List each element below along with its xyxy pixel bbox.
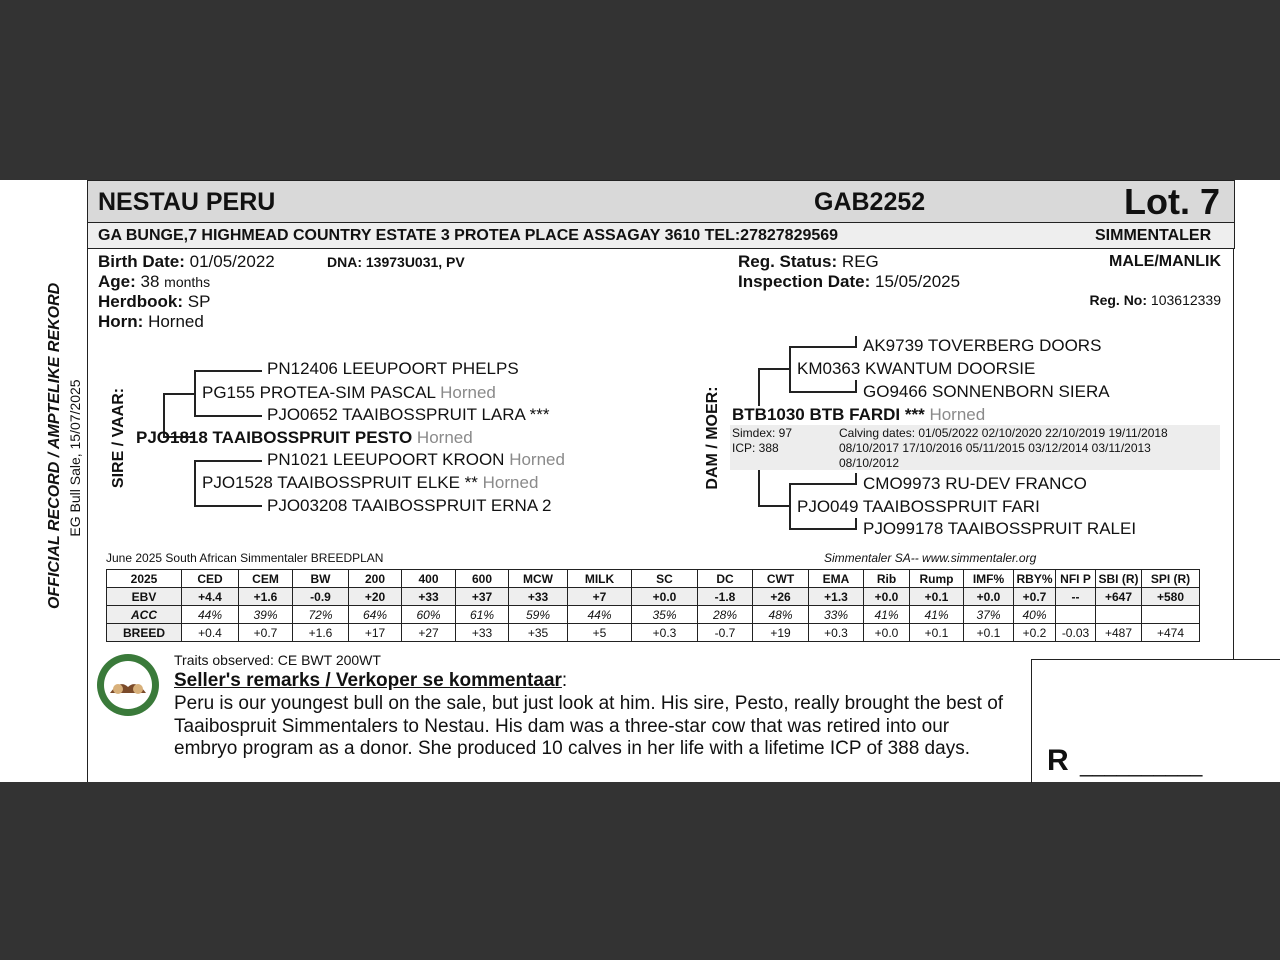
ebv-cell: 44%: [182, 606, 239, 624]
sire-dam-horn: Horned: [482, 473, 539, 492]
ebv-cell: 2025: [107, 570, 182, 588]
dna-info: DNA: 13973U031, PV: [327, 254, 465, 270]
sire-dam-sire: [267, 450, 565, 470]
ebv-cell: +0.1: [910, 588, 964, 606]
sale-label: EG Bull Sale, 15/07/2025: [67, 379, 83, 537]
ebv-cell: +7: [568, 588, 632, 606]
horn-value: Horned: [148, 312, 204, 331]
dam-sire-dam: GO9466 SONNENBORN SIERA: [863, 382, 1110, 401]
ebv-cell: 39%: [239, 606, 293, 624]
ebv-cell: +0.3: [809, 624, 864, 642]
ebv-cell: +26: [753, 588, 809, 606]
ebv-cell: +0.4: [182, 624, 239, 642]
horn-label: Horn:: [98, 312, 144, 331]
ebv-cell: +580: [1142, 588, 1200, 606]
calving-dates-1: Calving dates: 01/05/2022 02/10/2020 22/10/2019 19/11/2018: [839, 426, 1168, 440]
sire: [136, 428, 473, 448]
reg-no-label: Reg. No:: [1089, 292, 1148, 308]
official-record-label: OFFICIAL RECORD / AMPTELIKE REKORD: [46, 282, 63, 609]
ebv-cell: 59%: [509, 606, 568, 624]
dam-branch-line: [789, 483, 857, 485]
ebv-cell: -0.7: [698, 624, 753, 642]
dam-dam-dam: PJO99178 TAAIBOSSPRUIT RALEI: [863, 519, 1137, 538]
dam-branch-line: [855, 336, 857, 348]
ebv-cell: EMA: [809, 570, 864, 588]
lot-number: Lot. 7: [1124, 181, 1220, 222]
ebv-cell: [1056, 606, 1096, 624]
sire-dam: [202, 473, 538, 493]
dam-branch-line: [758, 368, 790, 370]
horn-status: [98, 312, 204, 332]
sire-branch-line: [194, 370, 196, 416]
dam-branch-line: [789, 528, 857, 530]
sire-horn: Horned: [416, 428, 473, 447]
ebv-cell: +0.7: [239, 624, 293, 642]
icp: ICP: 388: [732, 441, 779, 455]
ebv-cell: SPI (R): [1142, 570, 1200, 588]
lot-sheet: [0, 180, 1280, 782]
ebv-cell: 40%: [1014, 606, 1056, 624]
traits-observed: Traits observed: CE BWT 200WT: [174, 652, 381, 668]
ebv-cell: +5: [568, 624, 632, 642]
ebv-cell: +1.6: [239, 588, 293, 606]
ebv-cell: CEM: [239, 570, 293, 588]
accuracy-row: [107, 606, 1200, 624]
dam-branch-line: [789, 346, 791, 392]
animal-name: NESTAU PERU: [98, 188, 276, 216]
ebv-cell: -0.9: [293, 588, 349, 606]
ebv-row: [107, 588, 1200, 606]
dam-sire: KM0363 KWANTUM DOORSIE: [797, 359, 1036, 378]
sire-branch-line: [194, 415, 262, 417]
dam-label: DAM / MOER:: [704, 386, 721, 490]
ebv-cell: +4.4: [182, 588, 239, 606]
ebv-cell: +0.0: [632, 588, 698, 606]
dam-dam: PJO049 TAAIBOSSPRUIT FARI: [797, 497, 1040, 516]
ebv-cell: Rump: [910, 570, 964, 588]
sire-branch-line: [194, 460, 196, 506]
price-blank: __________: [1080, 752, 1203, 777]
reg-status-value: REG: [841, 252, 879, 271]
sire-dam-name: PJO1528 TAAIBOSSPRUIT ELKE **: [202, 473, 478, 492]
ebv-cell: 37%: [964, 606, 1014, 624]
inspection-label: Inspection Date:: [738, 272, 871, 291]
ebv-header-row: [107, 570, 1200, 588]
dam: [732, 405, 985, 425]
ebv-cell: +0.0: [964, 588, 1014, 606]
dam-branch-line: [789, 483, 791, 529]
animal-id: GAB2252: [814, 188, 926, 216]
ebv-cell: BREED: [107, 624, 182, 642]
herdbook: [98, 292, 210, 312]
ebv-cell: 41%: [864, 606, 910, 624]
ebv-cell: EBV: [107, 588, 182, 606]
birth-date-label: Birth Date:: [98, 252, 185, 271]
ebv-cell: IMF%: [964, 570, 1014, 588]
ebv-cell: +19: [753, 624, 809, 642]
ebv-cell: +37: [456, 588, 509, 606]
ebv-cell: +35: [509, 624, 568, 642]
sire-sire-sire: PN12406 LEEUPOORT PHELPS: [267, 359, 519, 378]
remarks-colon: :: [561, 670, 568, 691]
breed-average-row: [107, 624, 1200, 642]
sire-dam-dam: PJO03208 TAAIBOSSPRUIT ERNA 2: [267, 496, 552, 515]
sire-branch-line: [163, 393, 194, 395]
ebv-cell: 61%: [456, 606, 509, 624]
sex: MALE/MANLIK: [1109, 253, 1221, 270]
ebv-table: [106, 569, 1200, 642]
ebv-cell: +0.1: [964, 624, 1014, 642]
ebv-cell: +20: [349, 588, 402, 606]
age-unit: months: [164, 274, 211, 290]
birth-date: [98, 252, 275, 272]
sire-sire-dam: PJO0652 TAAIBOSSPRUIT LARA ***: [267, 405, 550, 424]
inspection-date: [738, 272, 960, 292]
ebv-cell: +0.2: [1014, 624, 1056, 642]
sire-name: PJO1818 TAAIBOSSPRUIT PESTO: [136, 428, 413, 447]
ebv-cell: --: [1056, 588, 1096, 606]
reg-status-label: Reg. Status:: [738, 252, 838, 271]
age-value: 38: [140, 272, 160, 291]
ebv-cell: +33: [456, 624, 509, 642]
dam-branch-line: [855, 473, 857, 485]
ebv-cell: +0.0: [864, 624, 910, 642]
remarks-line-3: embryo program as a donor. She produced 10 calves in her life with a lifetime ICP of 388 days.: [174, 738, 970, 759]
remarks-heading-text: Seller's remarks / Verkoper se kommentaar: [174, 670, 562, 691]
dam-sire-sire: AK9739 TOVERBERG DOORS: [863, 336, 1102, 355]
ebv-cell: NFI P: [1056, 570, 1096, 588]
sheet-left-border: [87, 180, 88, 782]
reg-status: [738, 252, 879, 272]
age-label: Age:: [98, 272, 136, 291]
ebv-cell: +487: [1096, 624, 1142, 642]
ebv-cell: 44%: [568, 606, 632, 624]
ebv-cell: +0.1: [910, 624, 964, 642]
breed-name: SIMMENTALER: [1095, 227, 1212, 244]
ebv-cell: CWT: [753, 570, 809, 588]
reg-number: [1089, 292, 1221, 308]
ebv-cell: 28%: [698, 606, 753, 624]
sire-dam-sire-name: PN1021 LEEUPOORT KROON: [267, 450, 505, 469]
ebv-cell: MILK: [568, 570, 632, 588]
sire-branch-line: [194, 460, 262, 462]
simmentaler-logo-icon: [96, 653, 160, 717]
ebv-cell: 64%: [349, 606, 402, 624]
ebv-cell: 33%: [809, 606, 864, 624]
remarks-line-2: Taaibospruit Simmentalers to Nestau. His dam was a three-star cow that was retired into our: [174, 716, 950, 737]
ebv-cell: +1.6: [293, 624, 349, 642]
ebv-cell: MCW: [509, 570, 568, 588]
dam-dam-sire: CMO9973 RU-DEV FRANCO: [863, 474, 1087, 493]
dam-name: BTB1030 BTB FARDI ***: [732, 405, 925, 424]
remarks-line-1: Peru is our youngest bull on the sale, but just look at him. His sire, Pesto, really brought the best of: [174, 693, 1004, 714]
sire-dam-sire-horn: Horned: [509, 450, 565, 469]
ebv-cell: +1.3: [809, 588, 864, 606]
ebv-cell: 600: [456, 570, 509, 588]
herdbook-label: Herdbook:: [98, 292, 183, 311]
ebv-cell: +0.3: [632, 624, 698, 642]
ebv-cell: 72%: [293, 606, 349, 624]
ebv-cell: +33: [402, 588, 456, 606]
dam-branch-line: [789, 346, 857, 348]
dam-branch-line: [758, 368, 760, 406]
ebv-cell: DC: [698, 570, 753, 588]
sire-sire-name: PG155 PROTEA-SIM PASCAL: [202, 383, 436, 402]
ebv-cell: +0.0: [864, 588, 910, 606]
ebv-cell: +33: [509, 588, 568, 606]
ebv-cell: [1142, 606, 1200, 624]
calving-dates-3: 08/10/2012: [839, 456, 900, 470]
ebv-cell: +17: [349, 624, 402, 642]
price-label: R: [1047, 744, 1069, 777]
sire-branch-line: [194, 370, 262, 372]
inspection-value: 15/05/2025: [874, 272, 961, 291]
dam-branch-line: [855, 380, 857, 393]
ebv-cell: RBY%: [1014, 570, 1056, 588]
ebv-cell: SBI (R): [1096, 570, 1142, 588]
breedplan-caption: June 2025 South African Simmentaler BREEDPLAN: [106, 551, 384, 565]
ebv-cell: +474: [1142, 624, 1200, 642]
simmentaler-website: Simmentaler SA-- www.simmentaler.org: [824, 551, 1037, 565]
ebv-cell: Rib: [864, 570, 910, 588]
simdex: Simdex: 97: [732, 426, 793, 440]
dam-horn: Horned: [929, 405, 986, 424]
dam-branch-line: [758, 470, 760, 506]
age: [98, 272, 210, 292]
ebv-cell: 200: [349, 570, 402, 588]
ebv-cell: +0.7: [1014, 588, 1056, 606]
ebv-cell: 60%: [402, 606, 456, 624]
birth-date-value: 01/05/2022: [189, 252, 275, 271]
dam-branch-line: [758, 505, 790, 507]
ebv-cell: SC: [632, 570, 698, 588]
ebv-cell: -1.8: [698, 588, 753, 606]
sheet-right-border: [1233, 180, 1234, 659]
ebv-cell: [1096, 606, 1142, 624]
ebv-cell: 48%: [753, 606, 809, 624]
ebv-cell: +27: [402, 624, 456, 642]
ebv-cell: 400: [402, 570, 456, 588]
ebv-cell: -0.03: [1056, 624, 1096, 642]
remarks-heading: [174, 670, 567, 692]
owner-address: GA BUNGE,7 HIGHMEAD COUNTRY ESTATE 3 PROTEA PLACE ASSAGAY 3610 TEL:27827829569: [98, 227, 839, 244]
sire-sire: [202, 383, 496, 403]
ebv-cell: +647: [1096, 588, 1142, 606]
calving-dates-2: 08/10/2017 17/10/2016 05/11/2015 03/12/2014 03/11/2013: [839, 441, 1151, 455]
reg-no-value: 103612339: [1150, 292, 1221, 308]
dam-branch-line: [855, 518, 857, 530]
ebv-cell: 41%: [910, 606, 964, 624]
sire-sire-horn: Horned: [440, 383, 496, 402]
sire-branch-line: [194, 505, 262, 507]
ebv-cell: ACC: [107, 606, 182, 624]
herdbook-value: SP: [187, 292, 211, 311]
ebv-cell: 35%: [632, 606, 698, 624]
ebv-cell: CED: [182, 570, 239, 588]
ebv-cell: BW: [293, 570, 349, 588]
sire-label: SIRE / VAAR:: [110, 387, 127, 489]
dam-branch-line: [789, 391, 857, 393]
